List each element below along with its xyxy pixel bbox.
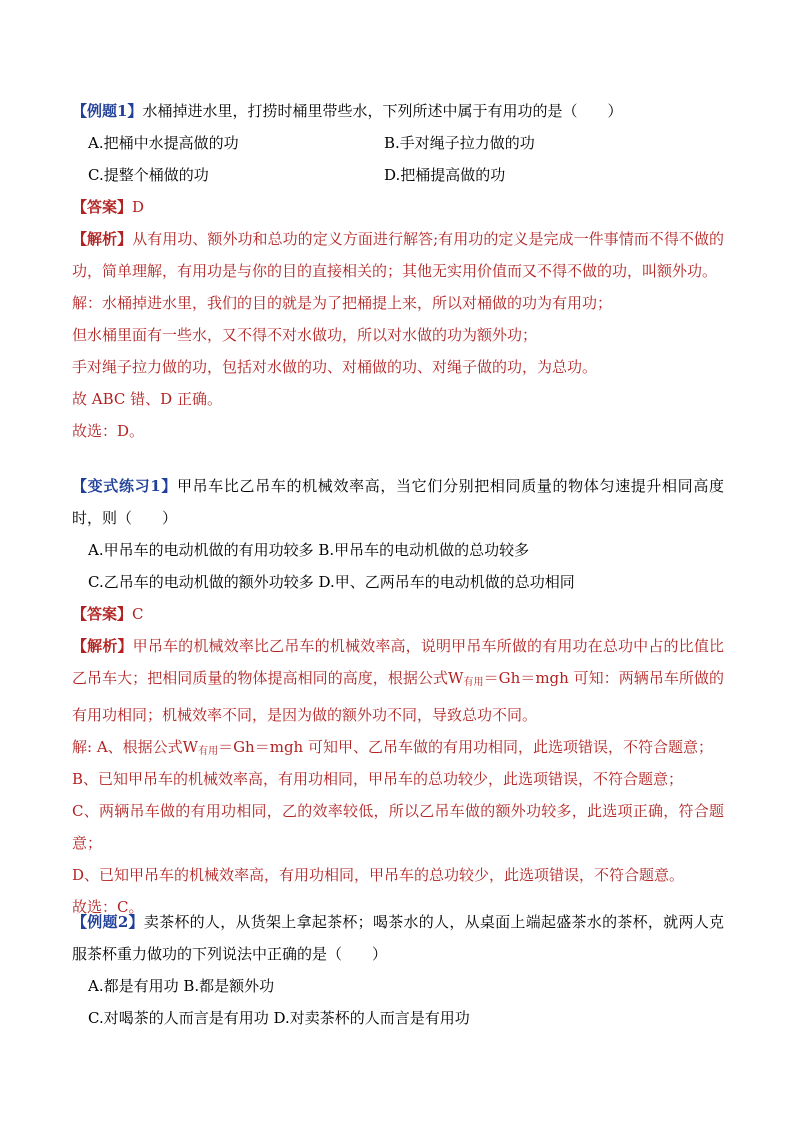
- example-2-question-text: 卖茶杯的人，从货架上拿起茶杯；喝茶水的人，从桌面上端起盛茶水的茶杯，就两人克服茶杯重力做功的下列说法中正确的是（ ）: [72, 913, 724, 963]
- example-1-solution-line: 故 ABC 错、D 正确。: [72, 390, 222, 408]
- variant-1-solution-a: [72, 731, 724, 763]
- formula-w: W: [448, 669, 464, 687]
- formula-subscript: 有用: [463, 677, 484, 688]
- example-2-tag: 【例题2】: [72, 913, 144, 931]
- example-1-options-row-2: [72, 159, 724, 191]
- example-1-option-c: C.提整个桶做的功: [88, 166, 209, 184]
- variant-1-analysis: [72, 630, 724, 731]
- example-1-option-b: B.手对绳子拉力做的功: [384, 134, 535, 152]
- example-1-question: 水桶掉进水里，打捞时桶里带些水，下列所述中属于有用功的是（ ）: [142, 102, 623, 120]
- answer-tag: 【答案】: [72, 198, 133, 216]
- answer-value: D: [132, 198, 145, 216]
- example-1-options-row-1: [72, 127, 724, 159]
- solution-a-pre: 解: A、根据公式: [72, 738, 183, 756]
- example-1-analysis: [72, 223, 724, 287]
- analysis-tag: 【解析】: [72, 637, 133, 655]
- variant-1-tag: 【变式练习1】: [72, 477, 177, 495]
- example-1-solution-line: 手对绳子拉力做的功，包括对水做的功、对桶做的功、对绳子做的功，为总功。: [72, 358, 598, 376]
- variant-1-question-text: 甲吊车比乙吊车的机械效率高，当它们分别把相同质量的物体匀速提升相同高度时，则（ ）: [72, 477, 724, 527]
- variant-1-options-row-2: C.乙吊车的电动机做的额外功较多 D.甲、乙两吊车的电动机做的总功相同: [88, 573, 575, 591]
- formula-w: W: [182, 738, 199, 756]
- example-1-answer: [72, 191, 724, 223]
- variant-1-solution-c: C、两辆吊车做的有用功相同，乙的效率较低，所以乙吊车做的额外功较多，此选项正确，符合题意；: [72, 802, 724, 852]
- example-1: [72, 95, 724, 447]
- variant-1-solution-b: B、已知甲吊车的机械效率高，有用功相同，甲吊车的总功较少，此选项错误，不符合题意；: [72, 770, 684, 788]
- answer-tag: 【答案】: [72, 605, 133, 623]
- example-1-option-d: D.把桶提高做的功: [384, 166, 506, 184]
- variant-1-answer: [72, 598, 724, 630]
- analysis-tag: 【解析】: [72, 230, 133, 248]
- example-1-solution-line: 解：水桶掉进水里，我们的目的就是为了把桶提上来，所以对桶做的功为有用功；: [72, 294, 613, 312]
- example-1-option-a: A.把桶中水提高做的功: [88, 134, 239, 152]
- analysis-text-b: ＝Gh＝mgh 可知：两辆吊车所做的有用功相同；机械效率不同，是因为做的额外功不同，导致总功不同。: [72, 669, 724, 724]
- variant-1-solution-end: 故选：C。: [72, 898, 144, 916]
- variant-exercise-1: [72, 470, 724, 923]
- example-2: [72, 906, 724, 1034]
- example-1-tag: 【例题1】: [72, 102, 143, 120]
- example-2-question: [72, 906, 724, 970]
- analysis-text: 从有用功、额外功和总功的定义方面进行解答;有用功的定义是完成一件事情而不得不做的功，简单理解，有用功是与你的目的直接相关的；其他无实用价值而又不得不做的功，叫额外功。: [72, 230, 724, 280]
- example-1-question-line: [72, 95, 724, 127]
- solution-a-post: ＝Gh＝mgh 可知甲、乙吊车做的有用功相同，此选项错误，不符合题意；: [218, 738, 713, 756]
- analysis-text-a: 甲吊车的机械效率比乙吊车的机械效率高，说明甲吊车所做的有用功在总功中占的比值比乙吊车大；把相同质量的物体提高相同的高度，根据公式: [72, 637, 724, 687]
- variant-1-solution-d: D、已知甲吊车的机械效率高，有用功相同，甲吊车的总功较少，此选项错误，不符合题意。: [72, 866, 685, 884]
- answer-value: C: [132, 605, 144, 623]
- formula-subscript: 有用: [198, 746, 219, 757]
- example-1-solution-line: 但水桶里面有一些水，又不得不对水做功，所以对水做的功为额外功；: [72, 326, 538, 344]
- example-2-options-row-1: A.都是有用功 B.都是额外功: [88, 977, 275, 995]
- example-1-solution-line: 故选：D。: [72, 422, 145, 440]
- variant-1-question: [72, 470, 724, 534]
- variant-1-options-row-1: A.甲吊车的电动机做的有用功较多 B.甲吊车的电动机做的总功较多: [88, 541, 530, 559]
- example-2-options-row-2: C.对喝茶的人而言是有用功 D.对卖茶杯的人而言是有用功: [88, 1009, 470, 1027]
